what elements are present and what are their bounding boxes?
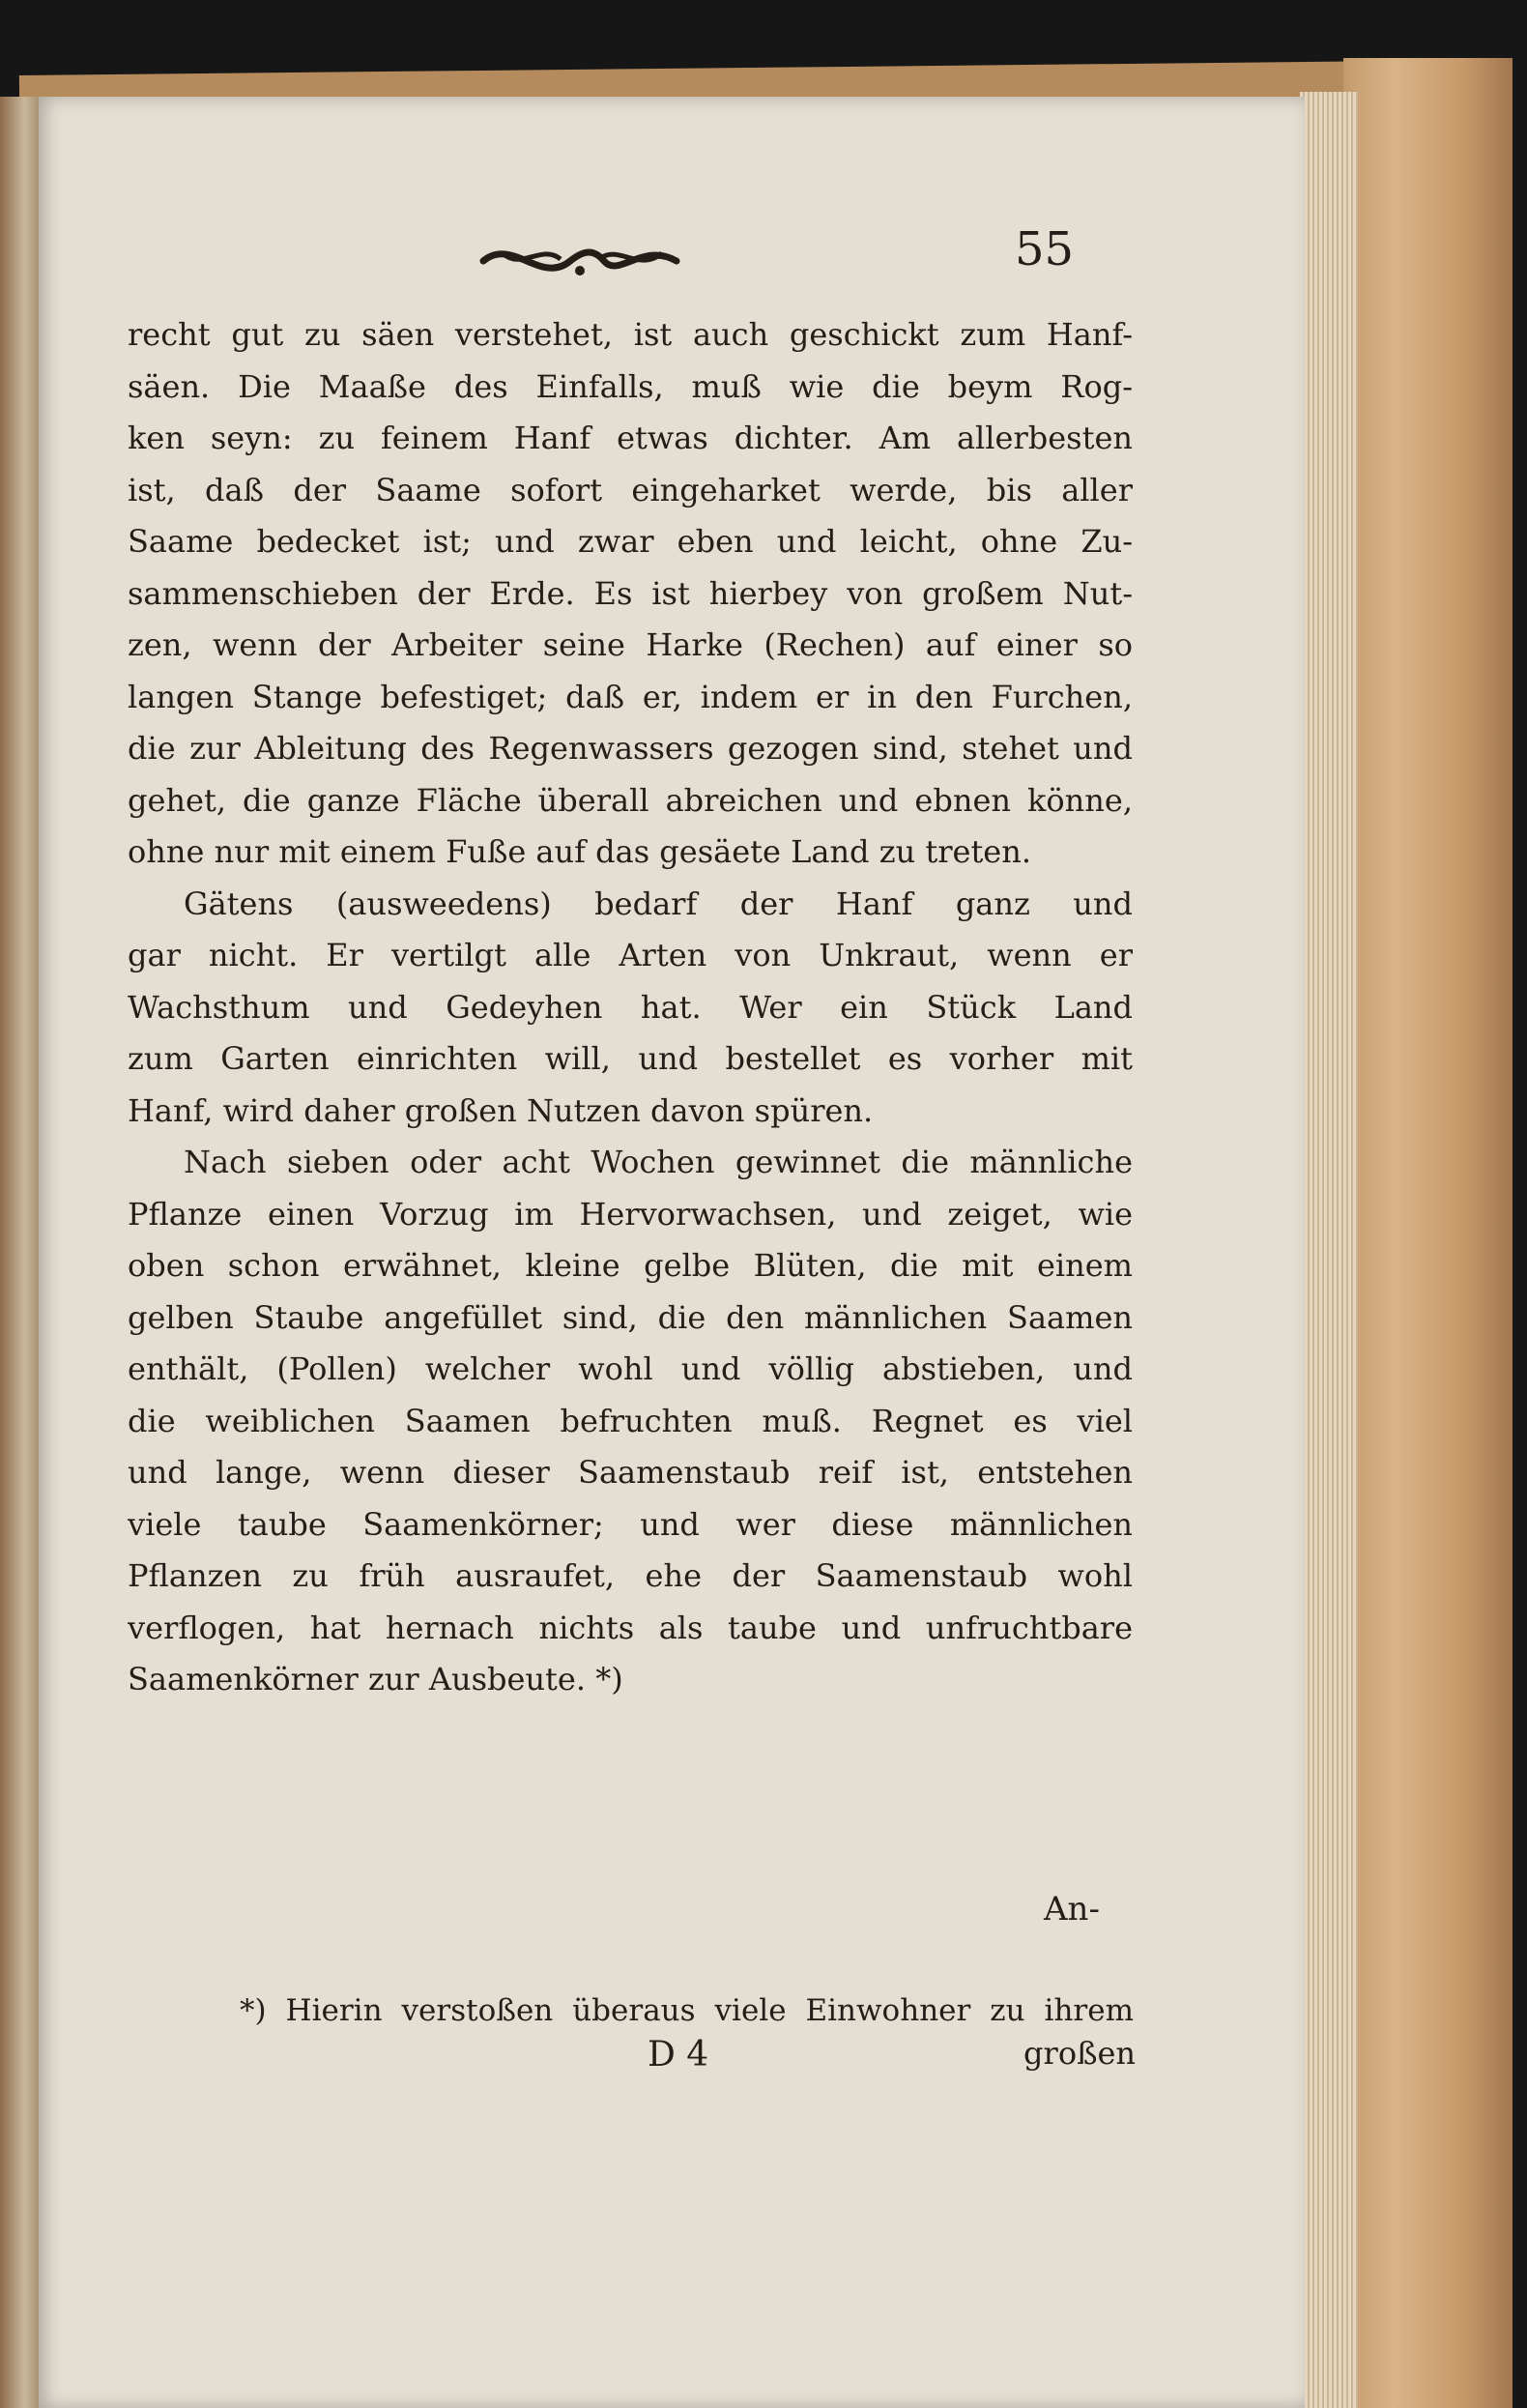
- book-page: [39, 97, 1305, 2408]
- book-cover-right-edge: [1343, 58, 1513, 2408]
- footnote-line: *) Hierin verstoßen überaus viele Einwohner zu ihrem: [240, 1993, 1134, 2028]
- paragraph: [128, 309, 1133, 879]
- text-line: enthält, (Pollen) welcher wohl und völlig abstieben, und: [128, 1350, 1133, 1387]
- text-line: und lange, wenn dieser Saamenstaub reif ist, entstehen: [128, 1454, 1133, 1491]
- catchword: An-: [1044, 1890, 1100, 1929]
- text-line: säen. Die Maaße des Einfalls, muß wie die beym Rog-: [128, 367, 1133, 405]
- signature-mark: D 4: [648, 2035, 709, 2074]
- body-text: [128, 309, 1133, 1706]
- scroll-ornament-icon: [474, 232, 686, 290]
- text-line: sammenschieben der Erde. Es ist hierbey von großem Nut-: [128, 574, 1133, 612]
- text-line: Nach sieben oder acht Wochen gewinnet die männliche: [184, 1144, 1133, 1180]
- text-line: ohne nur mit einem Fuße auf das gesäete Land zu treten.: [128, 833, 1032, 870]
- facing-page-edge: [0, 97, 41, 2408]
- page-number: 55: [1015, 222, 1075, 276]
- text-line: oben schon erwähnet, kleine gelbe Blüten, die mit einem: [128, 1247, 1133, 1284]
- text-line: gelben Staube angefüllet sind, die den männlichen Saamen: [128, 1298, 1133, 1336]
- footnote: [240, 1987, 1134, 2035]
- signature-row: [648, 2035, 1136, 2083]
- text-line: Gätens (ausweedens) bedarf der Hanf ganz und: [184, 885, 1133, 922]
- text-line: ist, daß der Saame sofort eingeharket werde, bis aller: [128, 471, 1133, 508]
- text-line: langen Stange befestiget; daß er, indem er in den Furchen,: [128, 678, 1133, 715]
- page-header: [39, 222, 1305, 300]
- text-line: ken seyn: zu feinem Hanf etwas dichter. Am allerbesten: [128, 420, 1133, 456]
- text-line: Pflanzen zu früh ausraufet, ehe der Saamenstaub wohl: [128, 1557, 1133, 1594]
- text-line: Pflanze einen Vorzug im Hervorwachsen, und zeiget, wie: [128, 1195, 1133, 1233]
- paragraph: [128, 879, 1133, 1138]
- text-line: Hanf, wird daher großen Nutzen davon spüren.: [128, 1091, 874, 1129]
- text-line: viele taube Saamenkörner; und wer diese männlichen: [128, 1505, 1133, 1543]
- text-line: Saamenkörner zur Ausbeute. *): [128, 1661, 623, 1697]
- text-line: Wachsthum und Gedeyhen hat. Wer ein Stück Land: [128, 988, 1133, 1026]
- paragraph: [128, 1137, 1133, 1706]
- text-line: recht gut zu säen verstehet, ist auch geschickt zum Hanf-: [128, 316, 1133, 353]
- text-line: verflogen, hat hernach nichts als taube und unfruchtbare: [128, 1609, 1133, 1646]
- text-line: gehet, die ganze Fläche überall abreichen und ebnen könne,: [128, 781, 1133, 819]
- page-stack-edge: [1300, 92, 1358, 2408]
- text-line: Saame bedecket ist; und zwar eben und leicht, ohne Zu-: [128, 523, 1133, 560]
- text-line: zen, wenn der Arbeiter seine Harke (Rechen) auf einer so: [128, 626, 1133, 663]
- text-line: gar nicht. Er vertilgt alle Arten von Unkraut, wenn er: [128, 937, 1133, 973]
- text-line: zum Garten einrichten will, und bestellet es vorher mit: [128, 1040, 1133, 1077]
- text-line: die weiblichen Saamen befruchten muß. Regnet es viel: [128, 1402, 1133, 1439]
- text-line: die zur Ableitung des Regenwassers gezogen sind, stehet und: [128, 730, 1133, 767]
- footnote-catchword: großen: [1023, 2035, 1136, 2072]
